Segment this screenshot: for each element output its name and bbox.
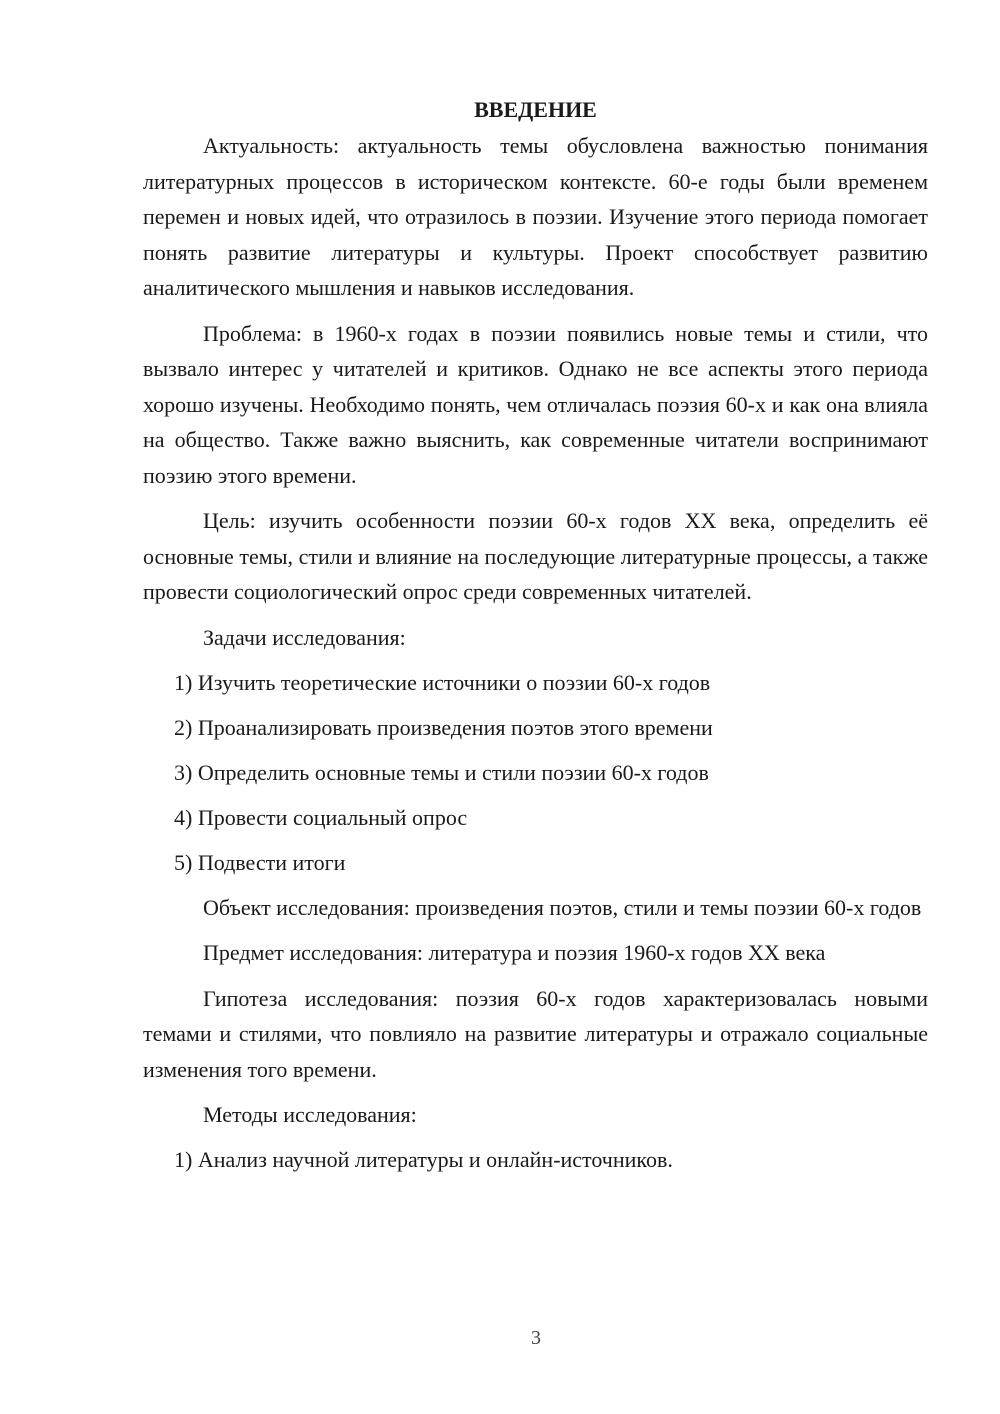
task-item: 1) Изучить теоретические источники о поэзии 60-х годов [174, 669, 711, 695]
document-body [143, 92, 928, 1187]
tasks-heading: Задачи исследования: [203, 624, 406, 650]
object-paragraph: Объект исследования: произведения поэтов, стили и темы поэзии 60-х годов [203, 894, 922, 920]
section-title: ВВЕДЕНИЕ [474, 97, 597, 122]
goal-paragraph: Цель: изучить особенности поэзии 60-х годов XX века, определить её основные темы, стили и влияние на последующие литературные процессы, а также провести социологический опрос среди современных читателей. [143, 508, 928, 604]
task-item: 5) Подвести итоги [174, 849, 346, 875]
task-item: 4) Провести социальный опрос [174, 804, 468, 830]
problem-paragraph: Проблема: в 1960-х годах в поэзии появились новые темы и стили, что вызвало интерес у читателей и критиков. Однако не все аспекты этого периода хорошо изучены. Необходимо понять, чем отличалась поэзия 60-х и как она влияла на общество. Также важно выяснить, как современные читатели воспринимают поэзию этого времени. [143, 320, 928, 488]
task-item: 2) Проанализировать произведения поэтов этого времени [174, 714, 713, 740]
method-item: 1) Анализ научной литературы и онлайн-источников. [174, 1147, 673, 1172]
methods-heading: Методы исследования: [203, 1102, 417, 1127]
relevance-paragraph: Актуальность: актуальность темы обусловлена важностью понимания литературных процессов в историческом контексте. 60-е годы были временем перемен и новых идей, что отразилось в поэзии. Изучение этого периода помогает понять развитие литературы и культуры. Проект способствует развитию аналитического мышления и навыков исследования. [143, 133, 928, 300]
subject-paragraph: Предмет исследования: литература и поэзия 1960-х годов XX века [203, 940, 826, 965]
hypothesis-paragraph: Гипотеза исследования: поэзия 60-х годов характеризовалась новыми темами и стилями, что повлияло на развитие литературы и отражало социальные изменения того времени. [143, 985, 928, 1082]
task-item: 3) Определить основные темы и стили поэзии 60-х годов [174, 759, 709, 785]
page-number: 3 [531, 1327, 541, 1349]
